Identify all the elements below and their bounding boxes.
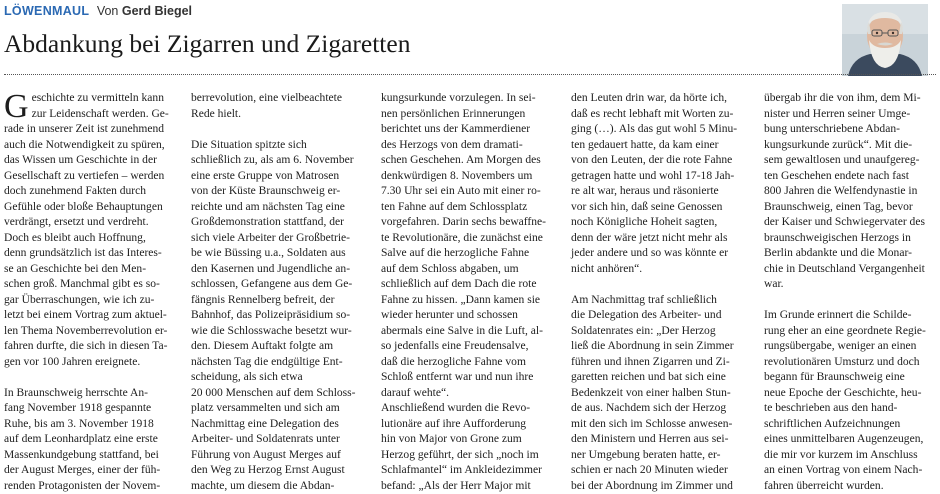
text-line: zur Leidenschaft werden. Ge-: [4, 107, 186, 123]
text-line: vor sich hin, daß seine Genossen: [571, 200, 753, 216]
text-line: fang November 1918 gespannte: [4, 401, 186, 417]
text-line: Die Situation spitzte sich: [191, 138, 373, 154]
text-line: ging (…). Als das gut wohl 5 Minu-: [571, 122, 753, 138]
text-line: te Revolutionäre, die zunächst eine: [381, 231, 563, 247]
text-line: denn grundsätzlich ist das Interes-: [4, 246, 186, 262]
text-line: ten Geschehen endete nach fast: [764, 169, 940, 185]
text-line: den Kasernen und Jugendliche an-: [191, 262, 373, 278]
drop-cap: G: [4, 92, 29, 122]
text-line: eines unmittelbaren Augenzeugen,: [764, 432, 940, 448]
text-line: schließlich zu, als am 6. November: [191, 153, 373, 169]
text-line: fängnis Rennelberg befreit, der: [191, 293, 373, 309]
paragraph-gap: [764, 293, 940, 309]
text-line: Doch es bleibt auch Hoffnung,: [4, 231, 186, 247]
text-line: Schlafmantel“ im Ankleidezimmer: [381, 463, 563, 479]
text-line: Schloß entfernt war und nun ihre: [381, 370, 563, 386]
text-line: schriftlichen Aufzeichnungen: [764, 417, 940, 433]
text-line: Arbeiter- und Soldatenrats unter: [191, 432, 373, 448]
text-line: wie die Schlosswache besetzt wur-: [191, 324, 373, 340]
text-line: lutionäre auf ihre Aufforderung: [381, 417, 563, 433]
text-line: Nachmittag eine Delegation des: [191, 417, 373, 433]
text-line: schen groß. Manchmal gibt es so-: [4, 277, 186, 293]
text-line: fahren überreicht wurden.: [764, 479, 940, 494]
text-line: den Weg zu Herzog Ernst August: [191, 463, 373, 479]
text-line: an einen Vortrag von einem Nach-: [764, 463, 940, 479]
text-line: doch zunehmend Fakten durch: [4, 184, 186, 200]
text-line: Im Grunde erinnert die Schilde-: [764, 308, 940, 324]
text-line: kungsurkunde vorzulegen. In sei-: [381, 91, 563, 107]
text-line: so jedenfalls eine Freudensalve,: [381, 339, 563, 355]
text-line: Großdemonstration stattfand, der: [191, 215, 373, 231]
text-line: getragen hatte und wohl 17-18 Jah-: [571, 169, 753, 185]
text-line: den Leuten drin war, da hörte ich,: [571, 91, 753, 107]
text-line: letzt bei einem Vortrag zum aktuel-: [4, 308, 186, 324]
text-line: 20 000 Menschen auf dem Schloss-: [191, 386, 373, 402]
text-line: rade in unserer Zeit ist zunehmend: [4, 122, 186, 138]
text-line: auch die Notwendigkeit zu spüren,: [4, 138, 186, 154]
text-line: reichte und am nächsten Tag eine: [191, 200, 373, 216]
text-line: eine erste Gruppe von Matrosen: [191, 169, 373, 185]
text-line: mit den sich im Schlosse anwesen-: [571, 417, 753, 433]
text-line: ner Umgebung beraten hatte, er-: [571, 448, 753, 464]
text-line: daß die herzogliche Fahne vom: [381, 355, 563, 371]
text-line: befand: „Als der Herr Major mit: [381, 479, 563, 494]
text-line: revolutionären Umsturz und doch: [764, 355, 940, 371]
text-line: Fahne zu hissen. „Dann kamen sie: [381, 293, 563, 309]
text-line: Gesellschaft zu vertiefen – werden: [4, 169, 186, 185]
text-line: 800 Jahren die Welfendynastie in: [764, 184, 940, 200]
text-line: daß es recht lebhaft mit Worten zu-: [571, 107, 753, 123]
text-line: sich viele Arbeiter der Großbetrie-: [191, 231, 373, 247]
text-line: vorgefahren. Darin sechs bewaffne-: [381, 215, 563, 231]
text-line: Salve auf die herzogliche Fahne: [381, 246, 563, 262]
author-prefix: Von: [97, 4, 119, 18]
text-line: kungsurkunde zurück“. Mit die-: [764, 138, 940, 154]
text-line: machte, um diesem die Abdan-: [191, 479, 373, 494]
text-line: begann für Braunschweig eine: [764, 370, 940, 386]
text-line: Bedenkzeit von einer halben Stun-: [571, 386, 753, 402]
text-line: Rede hielt.: [191, 107, 373, 123]
text-line: das Wissen um Geschichte in der: [4, 153, 186, 169]
text-line: renden Protagonisten der Novem-: [4, 479, 186, 494]
text-line: fahren durfte, die sich in diesen Ta-: [4, 339, 186, 355]
column-label: LÖWENMAUL: [4, 4, 89, 18]
text-line: darauf wehte“.: [381, 386, 563, 402]
text-line: von der Küste Braunschweig er-: [191, 184, 373, 200]
text-line: bei der Abordnung im Zimmer und: [571, 479, 753, 494]
text-line: scheidung, als sich etwa: [191, 370, 373, 386]
paragraph-gap: [571, 277, 753, 293]
text-line: jeder andere und so was könnte er: [571, 246, 753, 262]
author-byline: [97, 4, 192, 18]
text-line: braunschweigischen Herzogs in: [764, 231, 940, 247]
article-column-4: [571, 91, 753, 494]
text-line: nicht anhören“.: [571, 262, 753, 278]
text-line: berrevolution, eine vielbeachtete: [191, 91, 373, 107]
text-line: rung eher an eine geordnete Regie-: [764, 324, 940, 340]
text-line: ten gedauert hatte, da kam einer: [571, 138, 753, 154]
text-line: bung unterschriebene Abdan-: [764, 122, 940, 138]
text-line: Bahnhof, das Polizeipräsidium so-: [191, 308, 373, 324]
text-line: den. Diesem Auftakt folgte am: [191, 339, 373, 355]
text-line: Berlin abdankte und die Monar-: [764, 246, 940, 262]
article-column-5: [764, 91, 940, 494]
text-line: Soldatenrates ein: „Der Herzog: [571, 324, 753, 340]
text-line: der Kaiser und Schwiegervater des: [764, 215, 940, 231]
text-line: schlossen, Gefangene aus dem Ge-: [191, 277, 373, 293]
text-line: 7.30 Uhr sei ein Auto mit einer ro-: [381, 184, 563, 200]
text-line: gar Überraschungen, wie ich zu-: [4, 293, 186, 309]
text-line: übergab ihr die von ihm, dem Mi-: [764, 91, 940, 107]
text-line: schließlich auf dem Dach die rote: [381, 277, 563, 293]
text-line: be wie Büssing u.a., Soldaten aus: [191, 246, 373, 262]
text-line: war.: [764, 277, 940, 293]
text-line: ließ die Abordnung in sein Zimmer: [571, 339, 753, 355]
kicker: [4, 3, 192, 19]
text-line: re alt war, heraus und räsonierte: [571, 184, 753, 200]
text-line: auf dem Schloss abgaben, um: [381, 262, 563, 278]
text-line: eschichte zu vermitteln kann: [4, 91, 186, 107]
text-line: verdrängt, ersetzt und verdreht.: [4, 215, 186, 231]
paragraph-gap: [191, 122, 373, 138]
text-line: Braunschweig, einen Tag, bevor: [764, 200, 940, 216]
paragraph-gap: [4, 370, 186, 386]
text-line: führen und ihnen Zigarren und Zi-: [571, 355, 753, 371]
text-line: gen vor 100 Jahren ereignete.: [4, 355, 186, 371]
text-line: berichtet uns der Kammerdiener: [381, 122, 563, 138]
text-line: nister und Herren seiner Umge-: [764, 107, 940, 123]
text-line: rungsübergabe, weniger an einen: [764, 339, 940, 355]
text-line: Herzog geführt, der sich „noch im: [381, 448, 563, 464]
article-column-2: [191, 91, 373, 494]
author-photo: [842, 4, 928, 76]
text-line: te beschrieben aus den hand-: [764, 401, 940, 417]
text-line: Anschließend wurden die Revo-: [381, 401, 563, 417]
article-column-3: [381, 91, 563, 494]
text-line: Ruhe, bis am 3. November 1918: [4, 417, 186, 433]
text-line: In Braunschweig herrschte An-: [4, 386, 186, 402]
text-line: schien er nach 20 Minuten wieder: [571, 463, 753, 479]
text-line: ten Fahne auf dem Schlossplatz: [381, 200, 563, 216]
text-line: des Herzogs von dem dramati-: [381, 138, 563, 154]
text-line: nächsten Tag die endgültige Ent-: [191, 355, 373, 371]
text-line: se an Geschichte bei den Men-: [4, 262, 186, 278]
text-line: sem gewaltlosen und unaufgereg-: [764, 153, 940, 169]
author-name: Gerd Biegel: [122, 4, 192, 18]
text-line: die mir vor kurzem im Anschluss: [764, 448, 940, 464]
text-line: abermals eine Salve in die Luft, al-: [381, 324, 563, 340]
text-line: wieder herunter und schossen: [381, 308, 563, 324]
article-column-1: [4, 91, 186, 494]
headline: Abdankung bei Zigarren und Zigaretten: [4, 28, 410, 60]
text-line: die Delegation des Arbeiter- und: [571, 308, 753, 324]
text-line: Massenkundgebung stattfand, bei: [4, 448, 186, 464]
text-line: der August Merges, einer der füh-: [4, 463, 186, 479]
text-line: hin von Major von Grone zum: [381, 432, 563, 448]
text-line: chie in Deutschland Vergangenheit: [764, 262, 940, 278]
text-line: de aus. Nachdem sich der Herzog: [571, 401, 753, 417]
text-line: nen persönlichen Erinnerungen: [381, 107, 563, 123]
text-line: neue Epoche der Geschichte, heu-: [764, 386, 940, 402]
headline-divider: [4, 74, 936, 75]
text-line: Gefühle oder bloße Behauptungen: [4, 200, 186, 216]
text-line: denkwürdigen 8. Novembers um: [381, 169, 563, 185]
text-line: den Ministern und Herren aus sei-: [571, 432, 753, 448]
text-line: schen Geschehen. Am Morgen des: [381, 153, 563, 169]
text-line: denn der wäre jetzt nicht mehr als: [571, 231, 753, 247]
text-line: Führung von August Merges auf: [191, 448, 373, 464]
text-line: len Thema Novemberrevolution er-: [4, 324, 186, 340]
text-line: auf dem Leonhardplatz eine erste: [4, 432, 186, 448]
text-line: platz versammelten und sich am: [191, 401, 373, 417]
text-line: Am Nachmittag traf schließlich: [571, 293, 753, 309]
text-line: garetten reichen und bat sich eine: [571, 370, 753, 386]
text-line: noch Königliche Hoheit sagten,: [571, 215, 753, 231]
text-line: von den Leuten, der die rote Fahne: [571, 153, 753, 169]
